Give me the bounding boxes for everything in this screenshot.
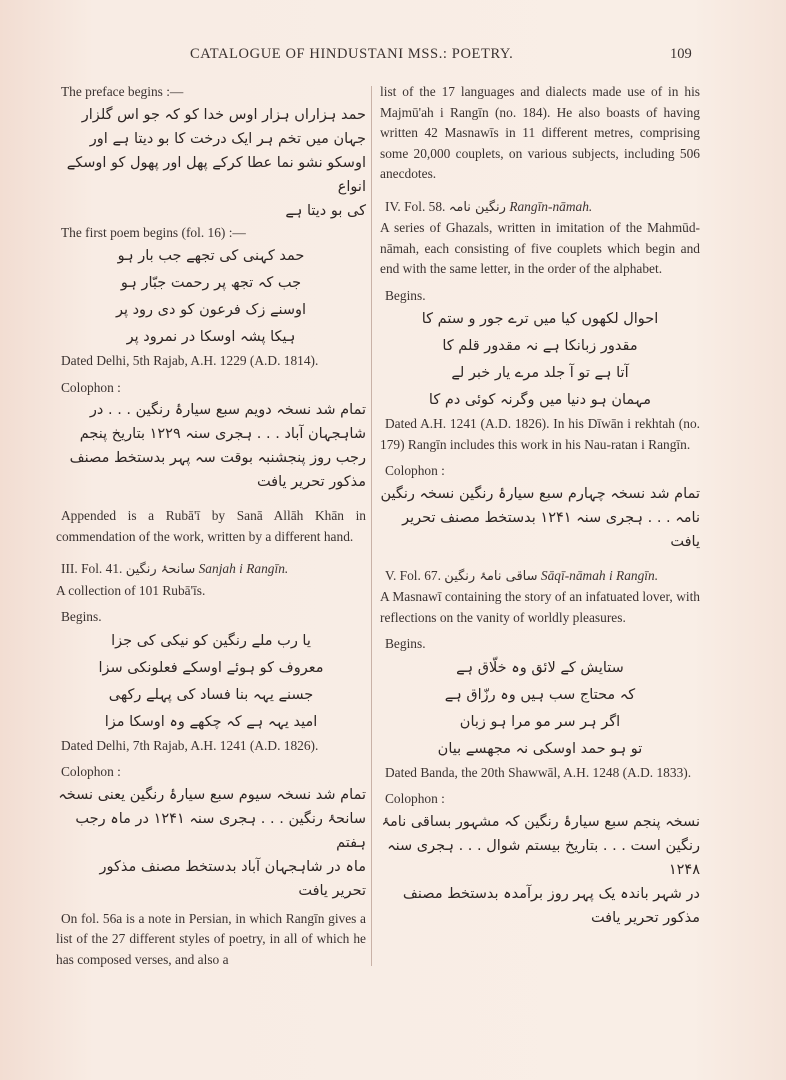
section-iii-number: III. Fol. 41. — [61, 561, 123, 576]
colophon-1-urdu — [56, 398, 366, 494]
dated-v: Dated Banda, the 20th Shawwāl, A.H. 1248 (A.D. 1833). — [385, 764, 692, 780]
urdu-line: رجب روز پنجشنبہ بوقت سہ پہر بدستخط مصنف — [69, 450, 366, 466]
section-iii-verses — [56, 628, 366, 736]
first-poem-verses — [56, 243, 366, 351]
verse-line: جسنے یہہ بنا فساد کی پہلے رکھی — [108, 686, 314, 703]
dated-1: Dated Delhi, 5th Rajab, A.H. 1229 (A.D. 1814). — [61, 353, 319, 368]
verse-line: آتا ہے تو آ جلد مرے یار خبر لے — [451, 365, 629, 381]
urdu-line: حمد ہزاراں ہزار اوس خدا کو کہ جو اس گلزار — [81, 106, 366, 123]
urdu-line: ماہ در شاہجہان آباد بدستخط مصنف مذکور — [99, 858, 366, 875]
verse-line: احوال لکھوں کیا میں ترے جور و ستم کا — [421, 311, 659, 327]
urdu-line: تمام شد نسخہ سیوم سبع سیارۂ رنگین یعنی نسخہ — [58, 786, 366, 803]
urdu-line: نامہ . . . ہجری سنہ ۱۲۴۱ بدستخط مصنف تحریر یافت — [402, 509, 700, 550]
begins-label: Begins. — [385, 287, 426, 303]
colophon-v-label: Colophon : — [385, 791, 445, 806]
section-v-urdu-title: ساقی نامۂ رنگین — [444, 568, 538, 584]
begins-label: Begins. — [61, 609, 102, 624]
section-iii-description: A collection of 101 Rubā'īs. — [56, 582, 206, 598]
section-iii-urdu-title: سانحۂ رنگین — [125, 562, 196, 577]
verse-line: ستایش کے لائق وہ خلّاق ہے — [456, 659, 624, 676]
colophon-iv-label: Colophon : — [385, 463, 445, 478]
urdu-line: تمام شد نسخہ چہارم سبع سیارۂ رنگین نسخہ رنگین — [380, 485, 700, 502]
verse-line: یا رب ملے رنگین کو نیکی کی جزا — [111, 632, 311, 649]
urdu-line: تمام شد نسخہ دویم سبع سیارۂ رنگین . . . در — [89, 402, 366, 418]
dated-2: Dated Delhi, 7th Rajab, A.H. 1241 (A.D. 1826). — [61, 737, 319, 753]
section-v-title: Sāqī-nāmah i Rangīn. — [540, 567, 659, 583]
preface-intro: The preface begins :— — [61, 84, 184, 99]
page-number: 109 — [670, 46, 692, 62]
page-header — [0, 46, 786, 68]
verse-line: مہمان ہو دنیا میں وگرنہ کوئی دم کا — [428, 392, 652, 408]
section-iv-number: IV. Fol. 58. — [385, 198, 446, 214]
urdu-line: مذکور تحریر یافت — [256, 474, 366, 490]
section-v-description: A Masnawī containing the story of an infatuated lover, with reflections on the vanity of worldly pleasures. — [380, 589, 700, 625]
urdu-line: اوسکو نشو نما عطا کرکے پھل اور پھول کو اوسکے انواع — [66, 154, 366, 195]
urdu-line: کی بو دیتا ہے — [285, 202, 366, 219]
section-v-heading — [380, 566, 700, 588]
urdu-line: شاہجہان آباد . . . ہجری سنہ ۱۲۲۹ بتاریخ پنجم — [79, 426, 366, 442]
urdu-line: مذکور تحریر یافت — [590, 909, 700, 926]
appended-note: Appended is a Rubā'ī by Sanā Allāh Khān in commendation of the work, written by a different hand. — [56, 508, 366, 544]
section-v-verses — [380, 655, 700, 763]
preface-urdu — [56, 103, 366, 223]
urdu-line: سانحۂ رنگین . . . ہجری سنہ ۱۲۴۱ در ماہ رجب ہفتم — [75, 810, 366, 851]
column-divider — [371, 86, 372, 966]
first-poem-intro: The first poem begins (fol. 16) :— — [61, 224, 246, 240]
colophon-iv-urdu — [380, 482, 700, 554]
verse-line: کہ محتاج سب ہیں وہ رزّاق ہے — [444, 686, 636, 703]
right-column — [380, 82, 700, 930]
colophon-1-label: Colophon : — [61, 379, 121, 395]
section-iv-heading — [380, 197, 700, 219]
verse-line: اگر ہر سر مو مرا ہو زبان — [459, 713, 621, 730]
dated-iv: Dated A.H. 1241 (A.D. 1826). In his Dīwān i rekhtah (no. 179) Rangīn includes this work in his Nau-ratan i Rangīn. — [380, 416, 700, 452]
section-iv-urdu-title: رنگین نامہ — [448, 199, 506, 215]
section-v-number: V. Fol. 67. — [385, 567, 441, 583]
verse-line: اوسنے زک فرعون کو دی رود پر — [115, 302, 307, 318]
continuation-text: list of the 17 languages and dialects made use of in his Majmū'ah i Rangīn (no. 184). He also boasts of having written 42 Masnawīs in 11 different metres, comprising some 20,000 couplets, on various subjects, including 506 anecdotes. — [380, 84, 700, 181]
colophon-v-urdu — [380, 810, 700, 930]
begins-label-v: Begins. — [385, 636, 426, 651]
running-title: CATALOGUE OF HINDUSTANI MSS.: POETRY. — [190, 46, 514, 62]
section-iv-title: Rangīn-nāmah. — [509, 198, 593, 214]
colophon-2-urdu — [56, 783, 366, 903]
verse-line: حمد کہنی کی تجھے جب بار ہو — [117, 248, 305, 264]
section-iv-verses — [380, 306, 700, 414]
verse-line: ہیکا پشہ اوسکا در نمرود پر — [126, 329, 296, 345]
verse-line: مقدور زبانکا ہے نہ مقدور قلم کا — [442, 338, 638, 354]
urdu-line: تحریر یافت — [298, 882, 366, 899]
colophon-2-label: Colophon : — [61, 764, 121, 779]
urdu-line: جہان میں تخم ہر ایک درخت کا بو دیتا ہے اور — [89, 130, 366, 147]
verse-line: جب کہ تجھ پر رحمت جبّار ہو — [120, 275, 302, 291]
verse-line: امید یہہ ہے کہ چکھے وہ اوسکا مزا — [104, 713, 318, 730]
urdu-line: در شہر باندہ یک پہر روز برآمدہ بدستخط مصنف — [402, 885, 700, 902]
urdu-line: نسخہ پنجم سبع سیارۂ رنگین کہ مشہور بساقی نامۂ — [381, 813, 700, 830]
verse-line: تو ہو حمد اوسکی نہ مجھسے بیان — [437, 740, 643, 757]
section-iii-title: Sanjah i Rangīn. — [198, 561, 289, 576]
section-iii-heading — [56, 559, 366, 581]
note-fol-56a: On fol. 56a is a note in Persian, in which Rangīn gives a list of the 27 different styles of poetry, in all of which he has composed verses, and also a — [56, 910, 366, 967]
section-iv-description: A series of Ghazals, written in imitation of the Mahmūd-nāmah, each consisting of five couplets which begin and end with the same letter, in the order of the alphabet. — [380, 220, 700, 276]
urdu-line: رنگین است . . . بتاریخ بیستم شوال . . . ہجری سنہ ۱۲۴۸ — [387, 837, 700, 878]
left-column — [56, 82, 366, 970]
verse-line: معروف کو ہوئے اوسکے فعلونکی سزا — [98, 659, 324, 676]
